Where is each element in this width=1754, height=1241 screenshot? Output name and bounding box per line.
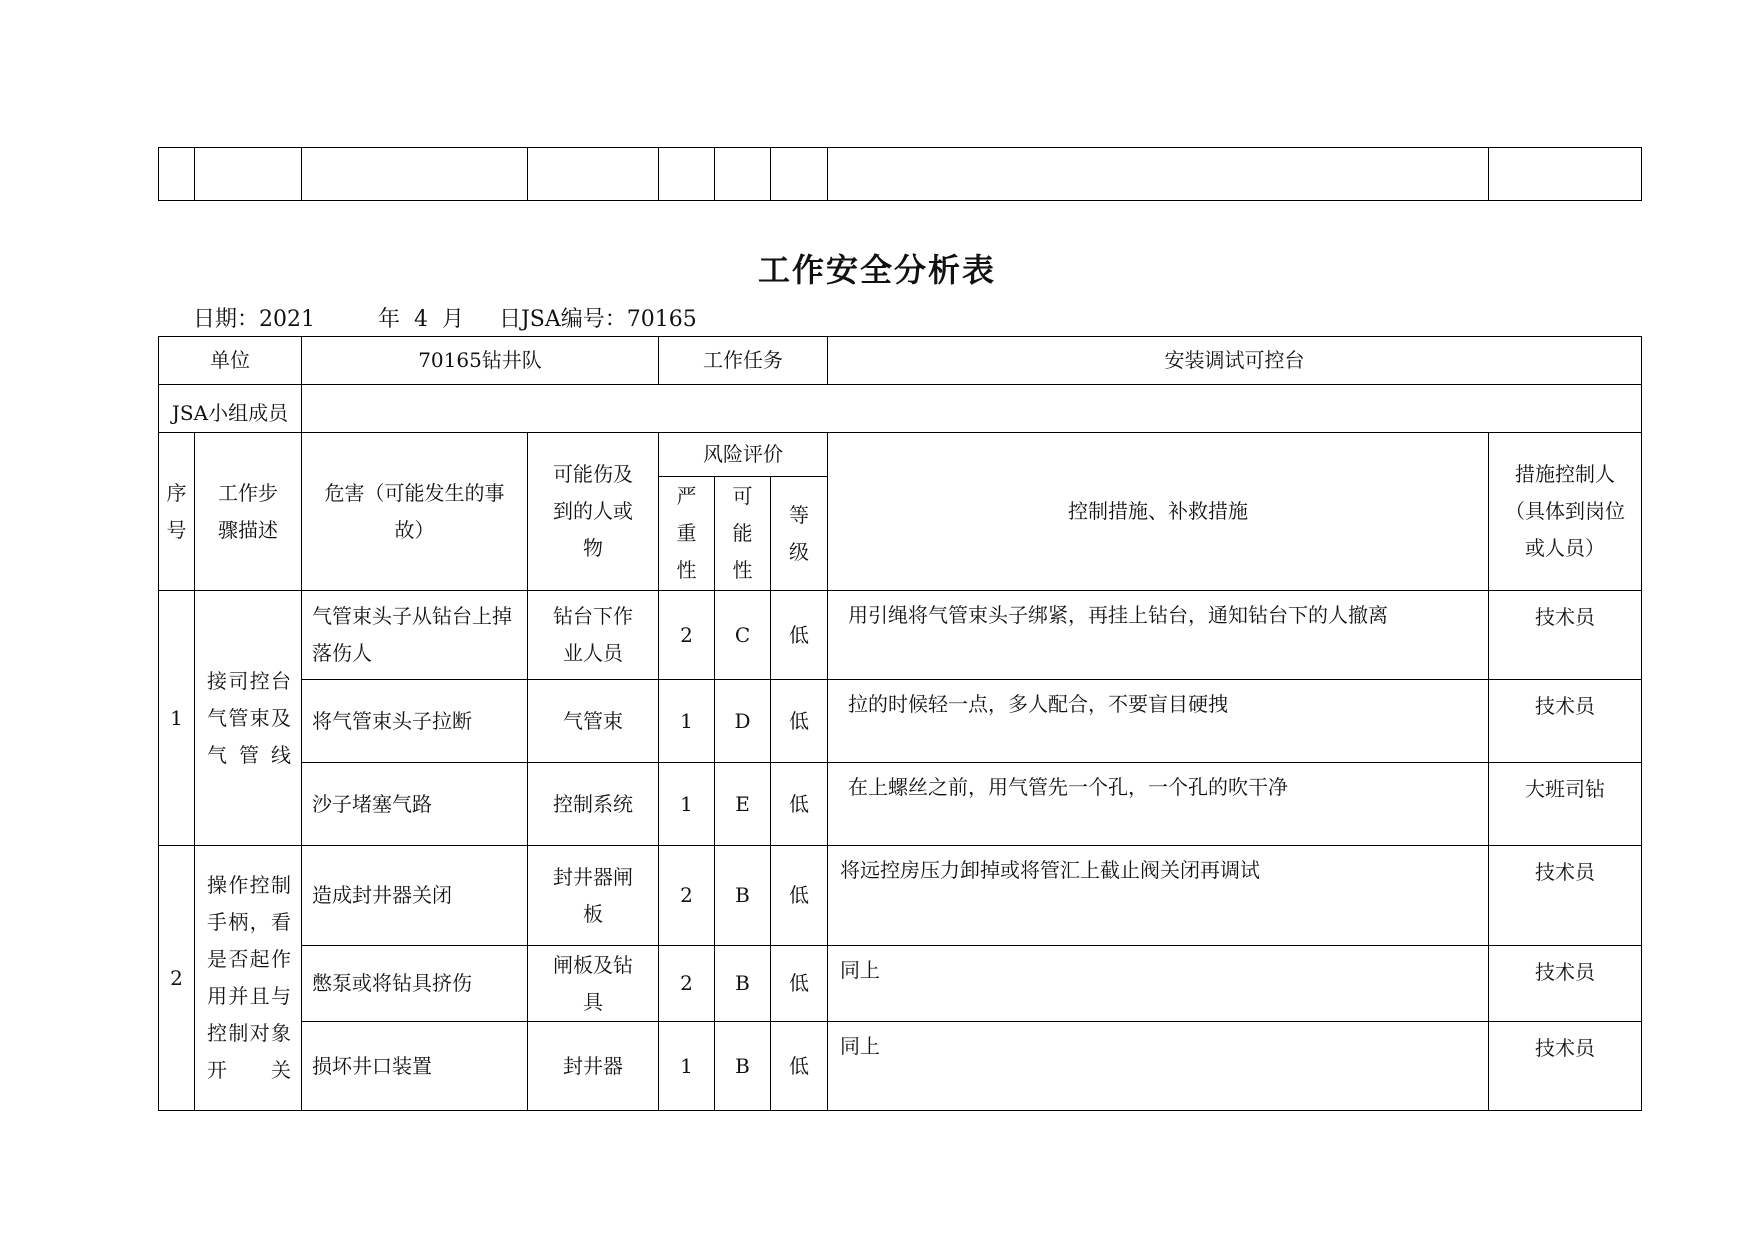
header-risk: 风险评价 xyxy=(659,433,828,477)
header-severity: 严重性 xyxy=(659,477,715,591)
year-suffix: 年 xyxy=(377,307,400,332)
jsa-number: 70165 xyxy=(626,307,697,332)
step-cell: 接司控台气管束及气管线 xyxy=(195,591,302,846)
hazard-cell: 沙子堵塞气路 xyxy=(302,763,528,846)
likelihood-cell: C xyxy=(715,591,771,680)
affected-cell: 封井器闸板 xyxy=(528,846,659,946)
likelihood-cell: B xyxy=(715,1022,771,1111)
severity-cell: 2 xyxy=(659,591,715,680)
affected-cell: 闸板及钻具 xyxy=(528,946,659,1022)
hazard-cell: 将气管束头子拉断 xyxy=(302,680,528,763)
controller-cell: 技术员 xyxy=(1489,680,1642,763)
hazard-cell: 气管束头子从钻台上掉落伤人 xyxy=(302,591,528,680)
jsa-label: JSA编号： xyxy=(520,307,627,332)
controller-cell: 技术员 xyxy=(1489,1022,1642,1111)
header-measures: 控制措施、补救措施 xyxy=(828,433,1489,591)
level-cell: 低 xyxy=(771,1022,828,1111)
measure-cell: 在上螺丝之前，用气管先一个孔，一个孔的吹干净 xyxy=(828,763,1489,846)
controller-cell: 技术员 xyxy=(1489,591,1642,680)
header-seq: 序号 xyxy=(159,433,195,591)
controller-cell: 大班司钻 xyxy=(1489,763,1642,846)
step-cell: 操作控制手柄，看是否起作用并且与控制对象开关 xyxy=(195,846,302,1111)
controller-cell: 技术员 xyxy=(1489,846,1642,946)
seq-cell: 1 xyxy=(159,591,195,846)
previous-page-table-fragment xyxy=(158,147,1642,201)
empty-cell xyxy=(302,148,528,201)
severity-cell: 2 xyxy=(659,946,715,1022)
jsa-table xyxy=(158,336,1642,1111)
header-step: 工作步骤描述 xyxy=(195,433,302,591)
empty-cell xyxy=(715,148,771,201)
likelihood-cell: D xyxy=(715,680,771,763)
table-row xyxy=(159,680,1642,763)
measure-cell: 将远控房压力卸掉或将管汇上截止阀关闭再调试 xyxy=(828,846,1489,946)
month-value: 4 xyxy=(413,307,428,332)
affected-cell: 控制系统 xyxy=(528,763,659,846)
likelihood-cell: B xyxy=(715,846,771,946)
hazard-cell: 损坏井口装置 xyxy=(302,1022,528,1111)
empty-cell xyxy=(828,148,1489,201)
month-suffix: 月 xyxy=(441,307,464,332)
unit-value: 70165钻井队 xyxy=(302,337,659,385)
likelihood-cell: E xyxy=(715,763,771,846)
header-controller: 措施控制人（具体到岗位或人员） xyxy=(1489,433,1642,591)
members-value xyxy=(302,385,1642,433)
affected-cell: 气管束 xyxy=(528,680,659,763)
empty-cell xyxy=(659,148,715,201)
level-cell: 低 xyxy=(771,680,828,763)
hazard-cell: 憋泵或将钻具挤伤 xyxy=(302,946,528,1022)
table-row xyxy=(159,148,1642,201)
affected-cell: 封井器 xyxy=(528,1022,659,1111)
severity-cell: 2 xyxy=(659,846,715,946)
table-row xyxy=(159,763,1642,846)
header-likelihood: 可能性 xyxy=(715,477,771,591)
table-row xyxy=(159,1022,1642,1111)
members-label: JSA小组成员 xyxy=(159,385,302,433)
date-label: 日期： xyxy=(193,307,260,332)
empty-cell xyxy=(1489,148,1642,201)
severity-cell: 1 xyxy=(659,680,715,763)
table-row xyxy=(159,946,1642,1022)
measure-cell: 拉的时候轻一点，多人配合，不要盲目硬拽 xyxy=(828,680,1489,763)
info-row-members xyxy=(159,385,1642,433)
severity-cell: 1 xyxy=(659,763,715,846)
likelihood-cell: B xyxy=(715,946,771,1022)
hazard-cell: 造成封井器关闭 xyxy=(302,846,528,946)
page-title: 工作安全分析表 xyxy=(757,251,996,289)
table-row xyxy=(159,846,1642,946)
level-cell: 低 xyxy=(771,763,828,846)
severity-cell: 1 xyxy=(659,1022,715,1111)
day-suffix: 日 xyxy=(498,307,521,332)
level-cell: 低 xyxy=(771,591,828,680)
measure-cell: 用引绳将气管束头子绑紧，再挂上钻台，通知钻台下的人撤离 xyxy=(828,591,1489,680)
level-cell: 低 xyxy=(771,846,828,946)
empty-cell xyxy=(771,148,828,201)
year-value: 2021 xyxy=(259,307,316,332)
header-hazard: 危害（可能发生的事故） xyxy=(302,433,528,591)
measure-cell: 同上 xyxy=(828,1022,1489,1111)
document-meta xyxy=(193,305,697,335)
unit-label: 单位 xyxy=(159,337,302,385)
level-cell: 低 xyxy=(771,946,828,1022)
seq-cell: 2 xyxy=(159,846,195,1111)
empty-cell xyxy=(195,148,302,201)
controller-cell: 技术员 xyxy=(1489,946,1642,1022)
header-row-1 xyxy=(159,433,1642,477)
header-level: 等级 xyxy=(771,477,828,591)
info-row-unit xyxy=(159,337,1642,385)
empty-cell xyxy=(528,148,659,201)
affected-cell: 钻台下作业人员 xyxy=(528,591,659,680)
header-affected: 可能伤及到的人或物 xyxy=(528,433,659,591)
task-value: 安装调试可控台 xyxy=(828,337,1642,385)
task-label: 工作任务 xyxy=(659,337,828,385)
table-row xyxy=(159,591,1642,680)
empty-cell xyxy=(159,148,195,201)
measure-cell: 同上 xyxy=(828,946,1489,1022)
